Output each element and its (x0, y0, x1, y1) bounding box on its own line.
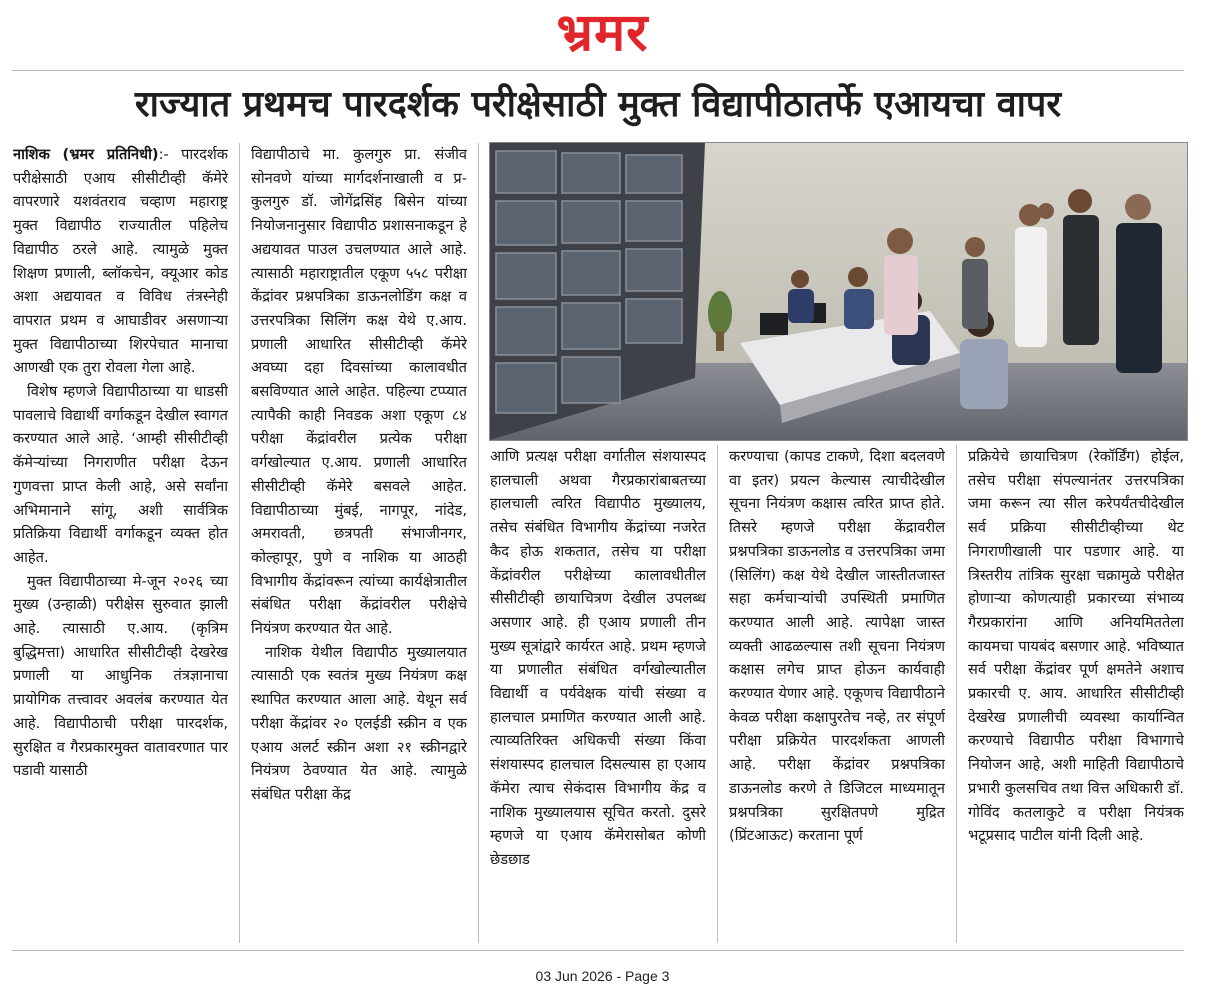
article-column-1 (13, 143, 228, 943)
article-paragraph: आणि प्रत्यक्ष परीक्षा वर्गातील संशयास्पद हालचाली अथवा गैरप्रकारांबाबतच्या हालचाली त्वरित विद्यापीठ मुख्यालय, तसेच संबंधित विभागीय केंद्रांच्या नजरेत कैद होऊ शकतात, तसेच या परीक्षा केंद्रांवरील परीक्षेच्या कालावधीतील सीसीटीव्ही छायाचित्रण देखील उपलब्ध असणार आहे. ही एआय प्रणाली तीन मुख्य सूत्रांद्वारे कार्यरत आहे. प्रथम म्हणजे या प्रणालीत संबंधित वर्गखोल्यातील विद्यार्थी व पर्यवेक्षक यांची संख्या व हालचाल प्रमाणित करण्यात आली आहे. त्याव्यतिरिक्त अधिकची संख्या किंवा संशयास्पद हालचाल दिसल्यास हा एआय कॅमेरा त्याच सेकंदास विभागीय केंद्र व नाशिक मुख्यालयास सूचित करतो. दुसरे म्हणजे या एआय कॅमेरासोबत कोणी छेडछाड (490, 448, 706, 868)
newspaper-logo: भ्रमर (556, 3, 649, 63)
footer-divider (12, 950, 1184, 951)
column-divider (239, 143, 240, 943)
article-paragraph: मुक्त विद्यापीठाच्या मे-जून २०२६ च्या मुख्य (उन्हाळी) परीक्षेस सुरुवात झाली आहे. त्यासाठी ए.आय. (कृत्रिम बुद्धिमत्ता) आधारित सीसीटीव्ही देखरेख प्रणाली या आधुनिक तंत्रज्ञानाचा प्रायोगिक तत्त्वावर अवलंब करण्यात येत आहे. विद्यापीठाची परीक्षा पारदर्शक, सुरक्षित व गैरप्रकारमुक्त वातावरणात पार पडावी यासाठी (13, 572, 228, 780)
article-paragraph: विशेष म्हणजे विद्यापीठाच्या या धाडसी पावलाचे विद्यार्थी वर्गाकडून देखील स्वागत करण्यात आले आहे. ‘आम्ही सीसीटीव्ही कॅमेऱ्यांच्या निगराणीत परीक्षा देऊन गुणवत्ता प्राप्त केली आहे, असे सर्वांना अभिमानाने सांगू, अशी सार्वत्रिक प्रतिक्रिया विद्यार्थी वर्गाकडून व्यक्त होत आहेत. (13, 383, 228, 566)
header-divider (12, 70, 1184, 71)
article-column-5 (968, 445, 1184, 943)
article-column-3 (490, 445, 706, 943)
article-photo (489, 142, 1188, 441)
dateline: नाशिक (भ्रमर प्रतिनिधी) (13, 146, 159, 163)
paragraph-text: :- पारदर्शक परीक्षेसाठी एआय सीसीटीव्ही कॅमेरे वापरणारे यशवंतराव चव्हाण महाराष्ट्र मुक्त विद्यापीठ राज्यातील पहिलेच विद्यापीठ ठरले आहे. त्यामुळे मुक्त शिक्षण प्रणाली, ब्लॉकचेन, क्यूआर कोड अशा अद्ययावत व विविध तंत्रस्नेही वापरात प्रथम व आघाडीवर असणाऱ्या मुक्त विद्यापीठाच्या शिरपेचात मानाचा आणखी एक तुरा रोवला गेला आहे. (13, 146, 228, 377)
photo-illustration (490, 143, 1187, 440)
column-divider (478, 143, 479, 943)
masthead (0, 0, 1205, 70)
article-paragraph: करण्याचा (कापड टाकणे, दिशा बदलवणे वा इतर) प्रयत्न केल्यास त्याचीदेखील सूचना नियंत्रण कक्षास त्वरित प्राप्त होते. तिसरे म्हणजे परीक्षा केंद्रावरील प्रश्नपत्रिका डाऊनलोड व उत्तरपत्रिका जमा (सिलिंग) कक्ष येथे देखील जास्तीतजास्त सहा कर्मचाऱ्यांची उपस्थिती प्रमाणित करण्यात आली आहे. त्यापेक्षा जास्त व्यक्ती आढळल्यास तशी सूचना नियंत्रण कक्षास लगेच प्राप्त होऊन कार्यवाही करण्यात येणार आहे. एकूणच विद्यापीठाने केवळ परीक्षा कक्षापुरतेच नव्हे, तर संपूर्ण परीक्षा प्रक्रियेत पारदर्शकता आणली आहे. परीक्षा केंद्रांवर प्रश्नपत्रिका डाऊनलोड करणे ते डिजिटल माध्यमातून प्रश्नपत्रिका सुरक्षितपणे मुद्रित (प्रिंटआऊट) करताना पूर्ण (729, 448, 945, 845)
article-paragraph: प्रक्रियेचे छायाचित्रण (रेकॉर्डिंग) होईल, तसेच परीक्षा संपल्यानंतर उत्तरपत्रिका जमा करून त्या सील करेपर्यंतचीदेखील सर्व प्रक्रिया सीसीटीव्हीच्या थेट निगराणीखाली पार पडणार आहे. या त्रिस्तरीय तांत्रिक सुरक्षा चक्रामुळे परीक्षेत होणाऱ्या कोणत्याही प्रकारच्या संभाव्य गैरप्रकारांना आणि अनियमिततेला कायमचा पायबंद बसणार आहे. भविष्यात सर्व परीक्षा केंद्रांवर पूर्ण क्षमतेने अशाच प्रकारची ए. आय. आधारित सीसीटीव्ही देखरेख प्रणालीची व्यवस्था कार्यान्वित करण्याचे विद्यापीठ परीक्षा विभागाचे नियोजन आहे, अशी माहिती विद्यापीठाचे प्रभारी कुलसचिव तथा वित्त अधिकारी डॉ. गोविंद कतलाकुटे व परीक्षा नियंत्रक भटूप्रसाद पाटील यांनी दिली आहे. (968, 448, 1184, 845)
column-divider (717, 445, 718, 943)
article-headline: राज्यात प्रथमच पारदर्शक परीक्षेसाठी मुक्त विद्यापीठातर्फे एआयचा वापर (134, 84, 1062, 125)
article-paragraph (13, 143, 228, 380)
page-info: 03 Jun 2026 - Page 3 (535, 968, 670, 984)
article-paragraph: नाशिक येथील विद्यापीठ मुख्यालयात त्यासाठी एक स्वतंत्र मुख्य नियंत्रण कक्ष स्थापित करण्यात आला आहे. येथून सर्व परीक्षा केंद्रांवर २० एलईडी स्क्रीन व एक एआय अलर्ट स्क्रीन अशा २१ स्क्रीनद्वारे नियंत्रण ठेवण्यात येत आहे. त्यामुळे संबंधित परीक्षा केंद्र (251, 643, 467, 803)
article-column-2 (251, 143, 467, 943)
article-column-4 (729, 445, 945, 943)
column-divider (956, 445, 957, 943)
article-paragraph: विद्यापीठाचे मा. कुलगुरु प्रा. संजीव सोनवणे यांच्या मार्गदर्शनाखाली व प्र-कुलगुरु डॉ. जोगेंद्रसिंह बिसेन यांच्या नियोजनानुसार विद्यापीठ प्रशासनाकडून हे अद्ययावत पाउल उचलण्यात आले आहे. त्यासाठी महाराष्ट्रातील एकूण ५५८ परीक्षा केंद्रांवर प्रश्नपत्रिका डाऊनलोडिंग कक्ष व उत्तरपत्रिका सिलिंग कक्ष येथे ए.आय. प्रणाली आधारित सीसीटीव्ही कॅमेरे अवघ्या दहा दिवसांच्या कालावधीत बसविण्यात आले आहेत. पहिल्या टप्प्यात त्यापैकी काही निवडक अशा एकूण ८४ परीक्षा केंद्रांवरील प्रत्येक परीक्षा वर्गखोल्यात ए.आय. प्रणाली आधारित सीसीटीव्ही कॅमेरे बसवले आहेत. विद्यापीठाच्या मुंबई, नागपूर, नांदेड, अमरावती, छत्रपती संभाजीनगर, कोल्हापूर, पुणे व नाशिक या आठही विभागीय केंद्रांवरून त्यांच्या कार्यक्षेत्रातील संबंधित परीक्षा केंद्रांवरील परीक्षेचे नियंत्रण करण्यात येत आहे. (251, 146, 467, 638)
